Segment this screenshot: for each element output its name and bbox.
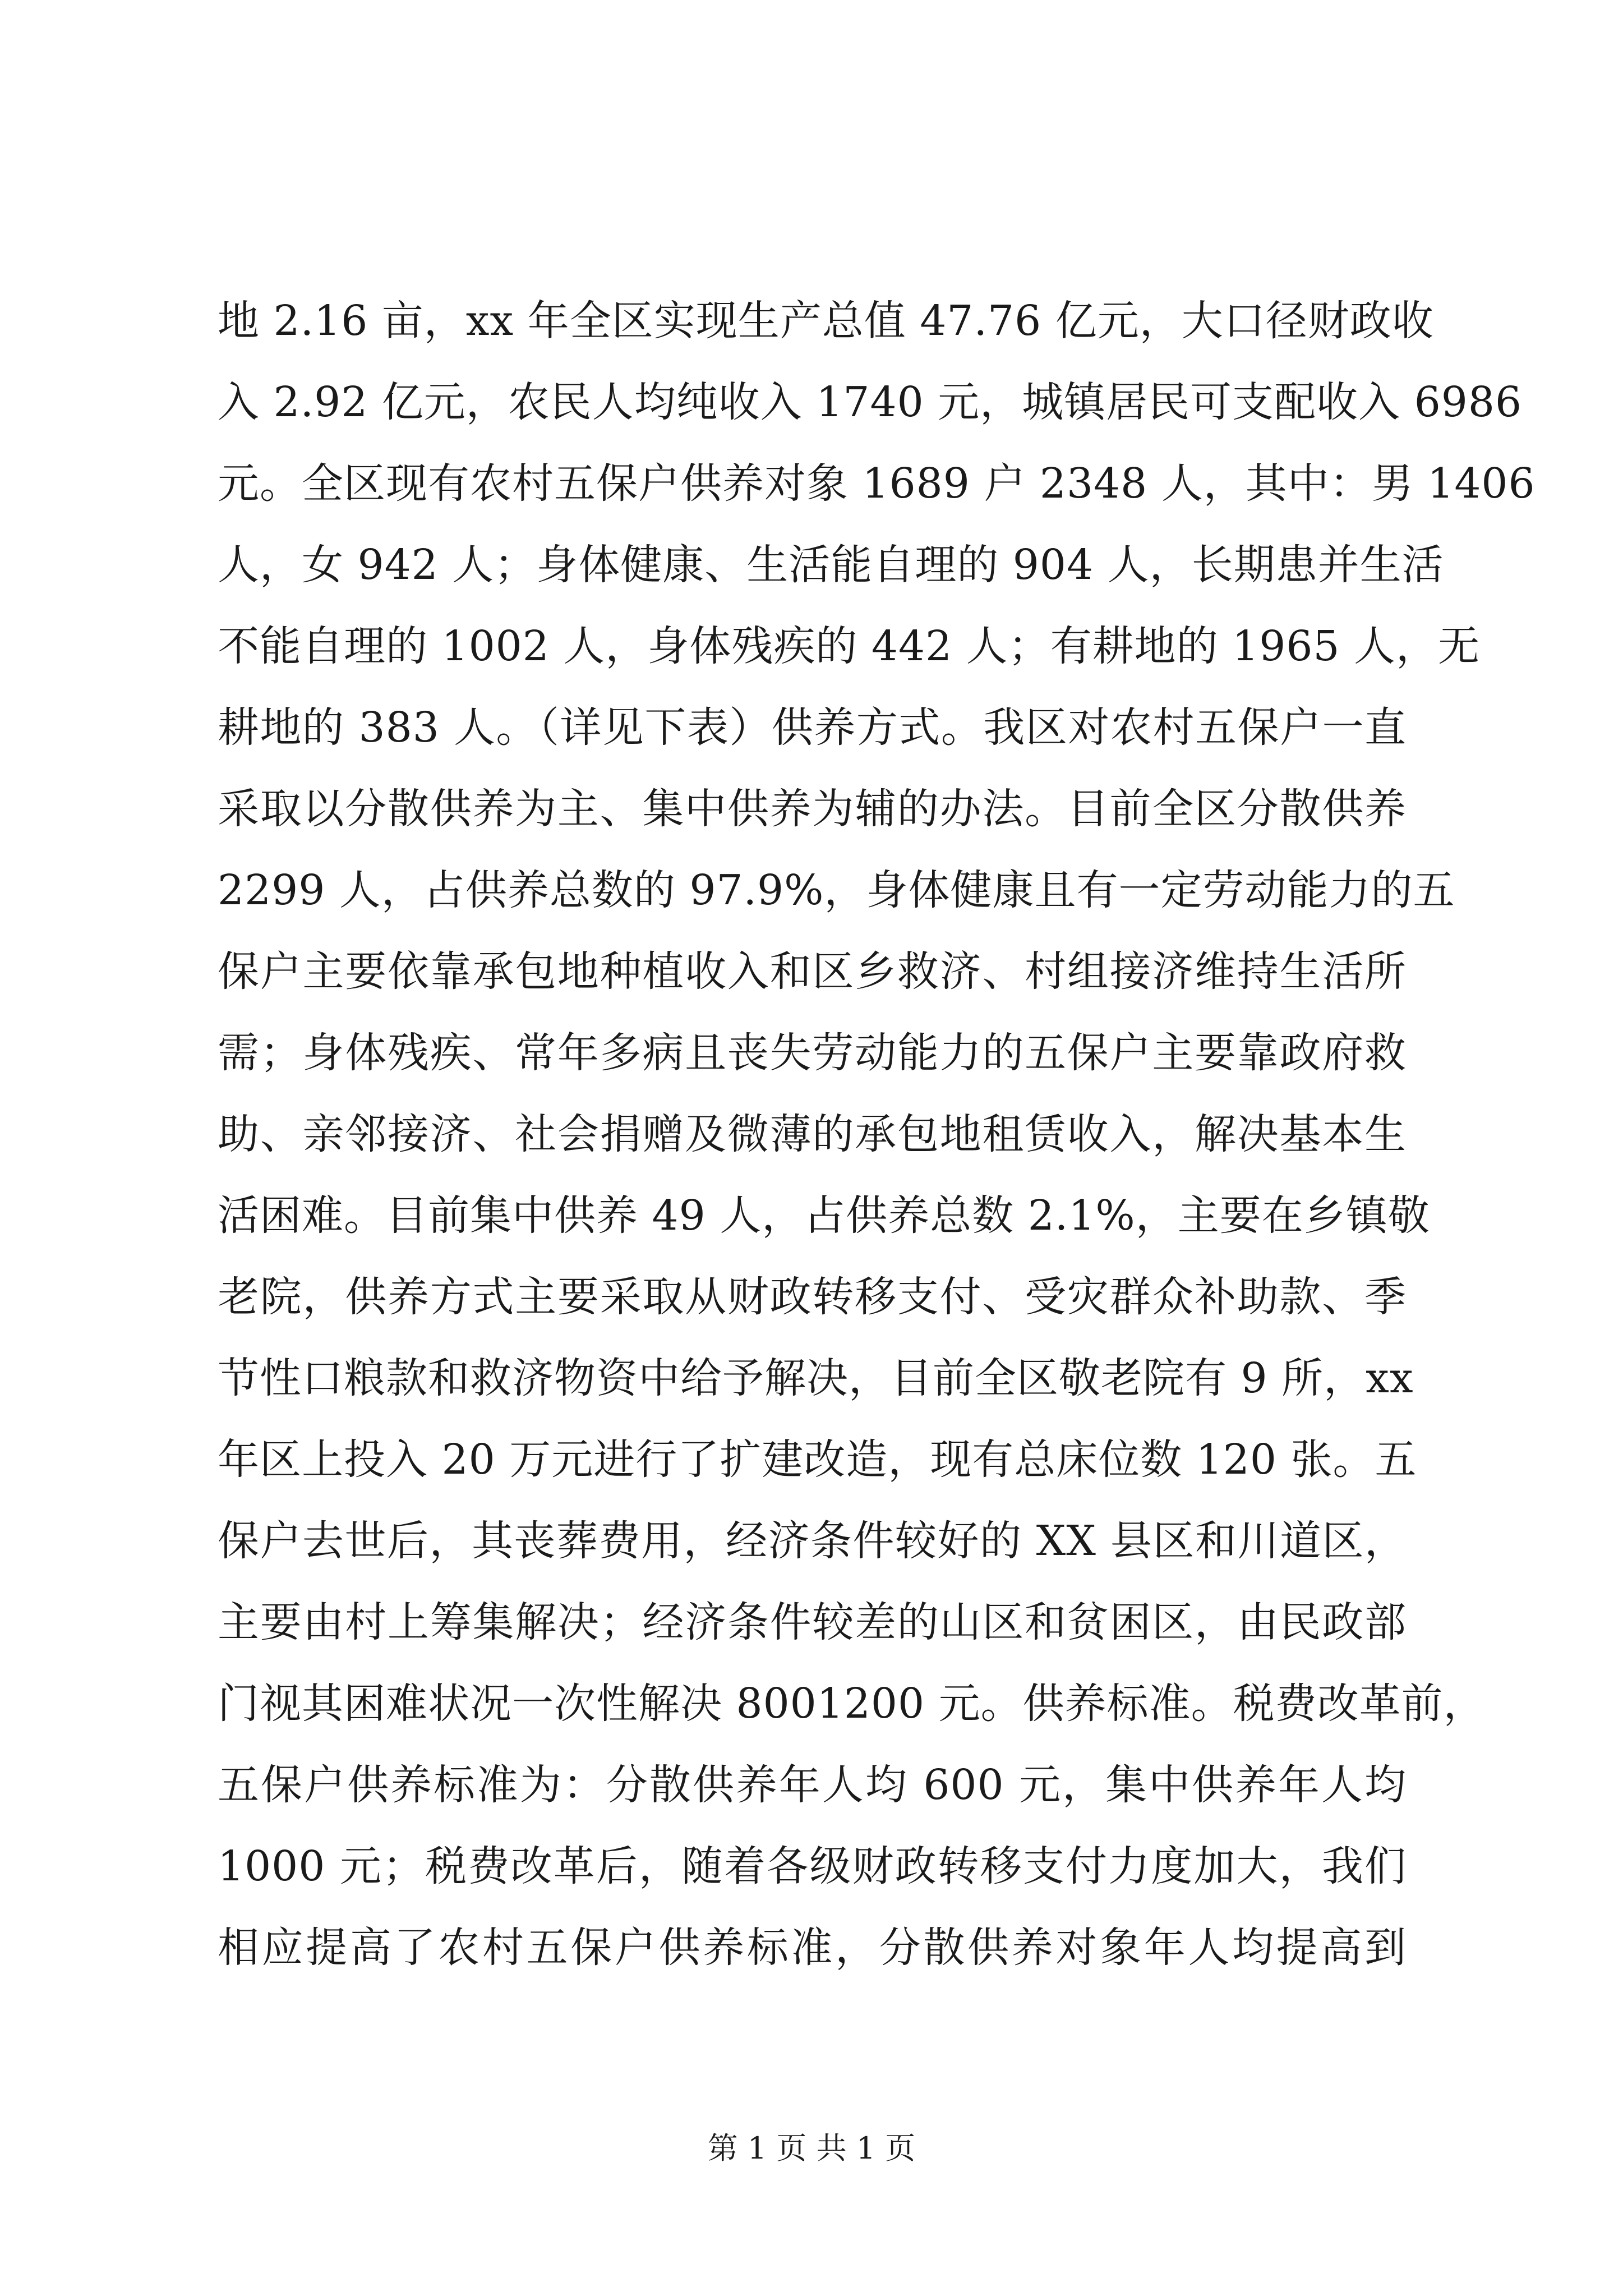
text-line: 2299 人，占供养总数的 97.9%，身体健康且有一定劳动能力的五 xyxy=(218,866,1455,914)
text-line: 保户去世后，其丧葬费用，经济条件较好的 XX 县区和川道区， xyxy=(218,1517,1407,1565)
text-line: 元。全区现有农村五保户供养对象 1689 户 2348 人，其中：男 1406 xyxy=(218,459,1536,508)
text-line: 门视其困难状况一次性解决 8001200 元。供养标准。税费改革前， xyxy=(218,1680,1486,1728)
text-line: 年区上投入 20 万元进行了扩建改造，现有总床位数 120 张。五 xyxy=(218,1435,1417,1484)
text-line: 主要由村上筹集解决；经济条件较差的山区和贫困区，由民政部 xyxy=(218,1598,1407,1646)
page-footer xyxy=(0,2129,1623,2168)
text-line: 老院，供养方式主要采取从财政转移支付、受灾群众补助款、季 xyxy=(218,1273,1407,1321)
text-line: 活困难。目前集中供养 49 人，占供养总数 2.1%，主要在乡镇敬 xyxy=(218,1191,1430,1240)
page-number-label: 第 1 页 共 1 页 xyxy=(707,2131,916,2166)
document-body xyxy=(218,280,1536,1989)
text-line: 地 2.16 亩，xx 年全区实现生产总值 47.76 亿元，大口径财政收 xyxy=(218,297,1434,345)
text-line: 耕地的 383 人。（详见下表）供养方式。我区对农村五保户一直 xyxy=(218,703,1407,752)
text-line: 五保户供养标准为：分散供养年人均 600 元，集中供养年人均 xyxy=(218,1761,1407,1809)
text-line: 相应提高了农村五保户供养标准，分散供养对象年人均提高到 xyxy=(218,1924,1407,1972)
text-line: 节性口粮款和救济物资中给予解决，目前全区敬老院有 9 所，xx xyxy=(218,1354,1414,1402)
text-line: 保户主要依靠承包地种植收入和区乡救济、村组接济维持生活所 xyxy=(218,947,1407,996)
text-line: 助、亲邻接济、社会捐赠及微薄的承包地租赁收入，解决基本生 xyxy=(218,1110,1407,1158)
text-line: 采取以分散供养为主、集中供养为辅的办法。目前全区分散供养 xyxy=(218,785,1407,833)
text-line: 不能自理的 1002 人，身体残疾的 442 人；有耕地的 1965 人，无 xyxy=(218,622,1481,670)
text-line: 入 2.92 亿元，农民人均纯收入 1740 元，城镇居民可支配收入 6986 xyxy=(218,378,1523,426)
text-line: 人，女 942 人；身体健康、生活能自理的 904 人，长期患并生活 xyxy=(218,541,1444,589)
text-line: 1000 元；税费改革后，随着各级财政转移支付力度加大，我们 xyxy=(218,1842,1407,1890)
text-line: 需；身体残疾、常年多病且丧失劳动能力的五保户主要靠政府救 xyxy=(218,1029,1407,1077)
